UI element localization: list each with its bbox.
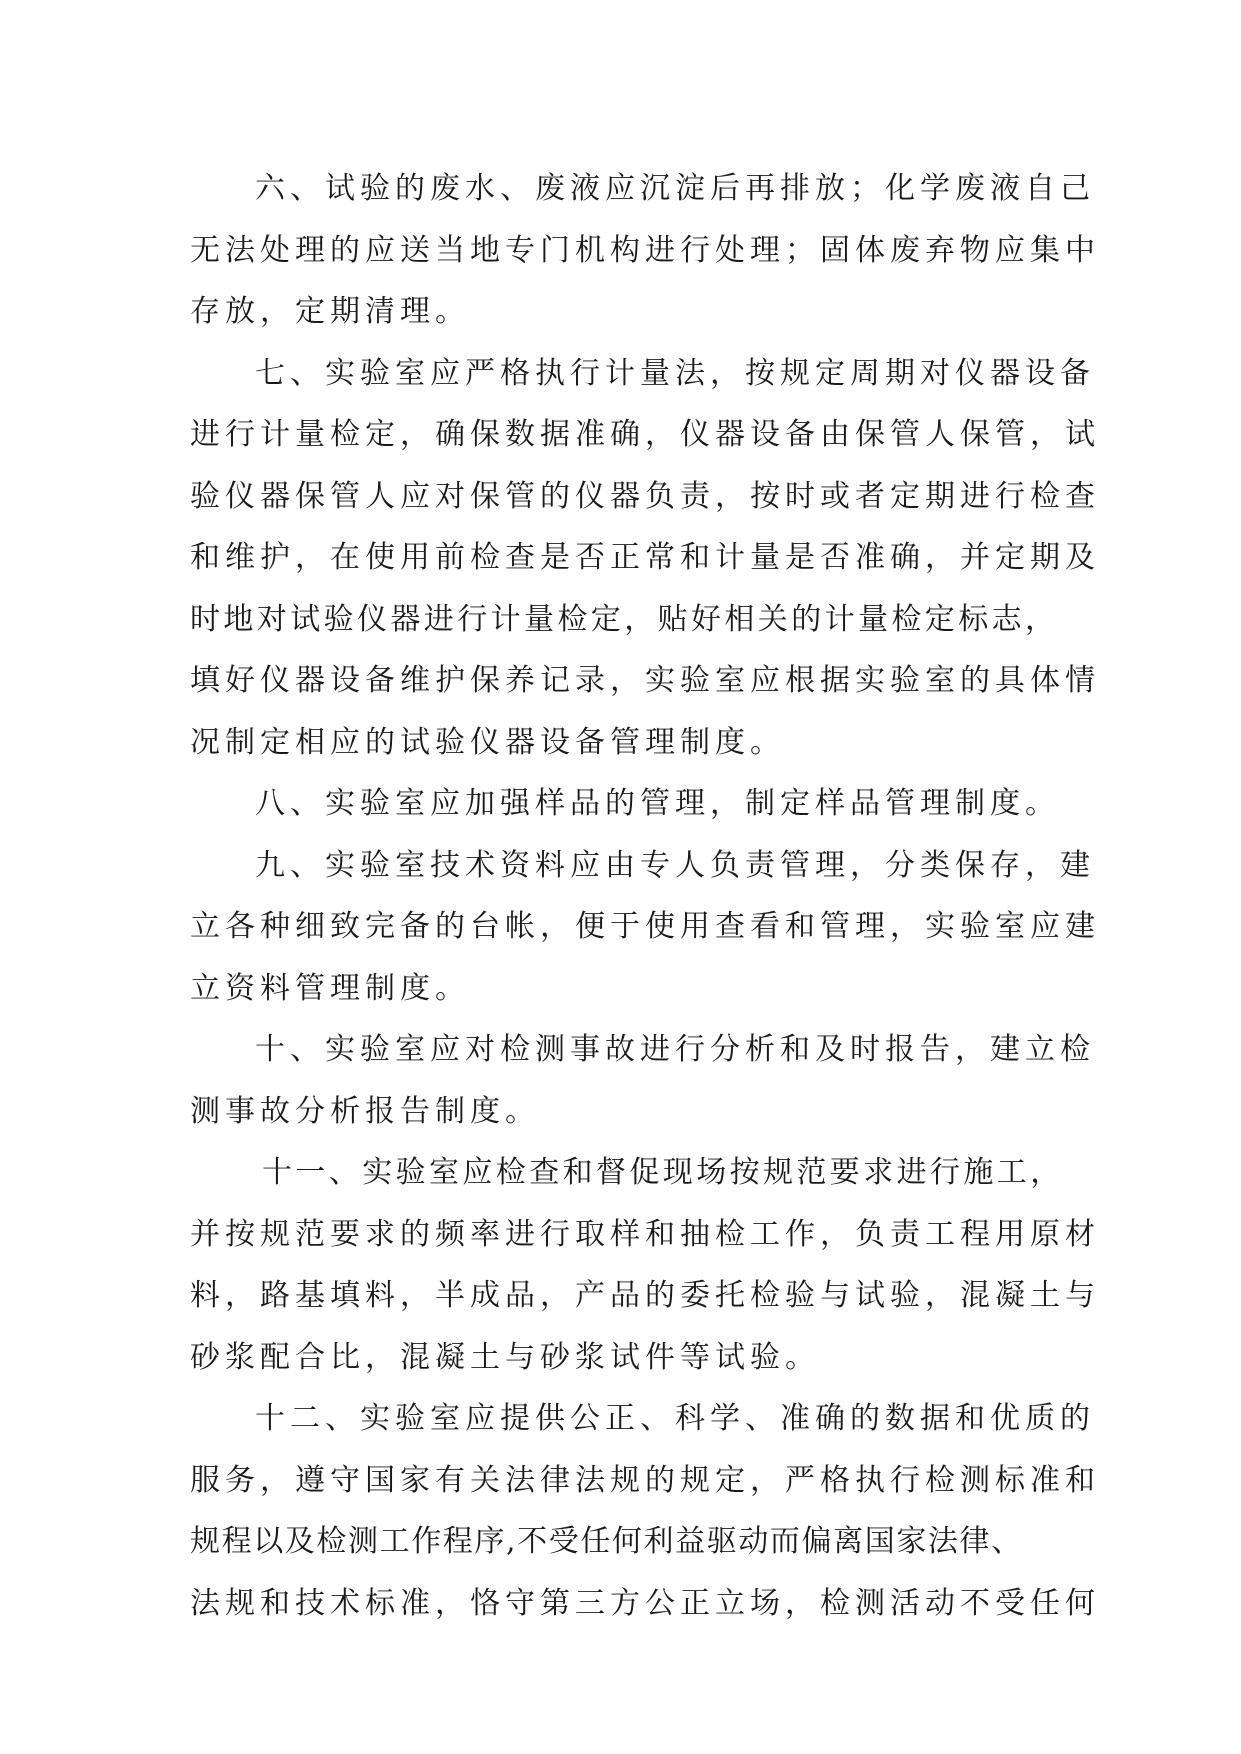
paragraph-12-line-3: 规程以及检测工作程序,不受任何利益驱动而偏离国家法律、 xyxy=(190,1524,1023,1559)
paragraph-7-line-6: 填好仪器设备维护保养记录，实验室应根据实验室的具体情 xyxy=(190,663,1100,698)
paragraph-7-line-4: 和维护，在使用前检查是否正常和计量是否准确，并定期及 xyxy=(190,540,1100,575)
paragraph-10-line-2: 测事故分析报告制度。 xyxy=(190,1093,540,1129)
paragraph-9-line-2: 立各种细致完备的台帐，便于使用查看和管理，实验室应建 xyxy=(190,909,1100,944)
paragraph-7-line-1: 七、实验室应严格执行计量法，按规定周期对仪器设备 xyxy=(255,355,1095,391)
paragraph-6-line-3: 存放，定期清理。 xyxy=(190,294,470,329)
paragraph-7-line-5: 时地对试验仪器进行计量检定，贴好相关的计量检定标志， xyxy=(190,601,1059,637)
paragraph-11-line-3: 料，路基填料，半成品，产品的委托检验与试验，混凝土与 xyxy=(190,1278,1100,1313)
paragraph-7-line-2: 进行计量检定，确保数据准确，仪器设备由保管人保管，试 xyxy=(190,417,1100,452)
paragraph-6-line-2: 无法处理的应送当地专门机构进行处理；固体废弃物应集中 xyxy=(190,232,1100,268)
paragraph-12-line-4: 法规和技术标准，恪守第三方公正立场，检测活动不受任何 xyxy=(190,1585,1100,1621)
paragraph-8-line-1: 八、实验室应加强样品的管理，制定样品管理制度。 xyxy=(255,786,1060,821)
paragraph-7-line-3: 验仪器保管人应对保管的仪器负责，按时或者定期进行检查 xyxy=(190,478,1100,514)
paragraph-10-line-1: 十、实验室应对检测事故进行分析和及时报告，建立检 xyxy=(255,1032,1095,1067)
paragraph-12-line-1: 十二、实验室应提供公正、科学、准确的数据和优质的 xyxy=(255,1401,1095,1436)
paragraph-12-line-2: 服务，遵守国家有关法律法规的规定，严格执行检测标准和 xyxy=(190,1462,1100,1498)
paragraph-7-line-7: 况制定相应的试验仪器设备管理制度。 xyxy=(190,724,785,760)
paragraph-11-line-4: 砂浆配合比，混凝土与砂浆试件等试验。 xyxy=(190,1339,820,1375)
paragraph-9-line-3: 立资料管理制度。 xyxy=(190,970,470,1006)
paragraph-11-line-2: 并按规范要求的频率进行取样和抽检工作，负责工程用原材 xyxy=(190,1216,1100,1252)
document-body xyxy=(190,158,1100,1634)
paragraph-9-line-1: 九、实验室技术资料应由专人负责管理，分类保存，建 xyxy=(255,847,1095,883)
paragraph-6-line-1: 六、试验的废水、废液应沉淀后再排放；化学废液自己 xyxy=(255,171,1095,206)
paragraph-11-line-1: 十一、实验室应检查和督促现场按规范要求进行施工， xyxy=(262,1155,1064,1190)
